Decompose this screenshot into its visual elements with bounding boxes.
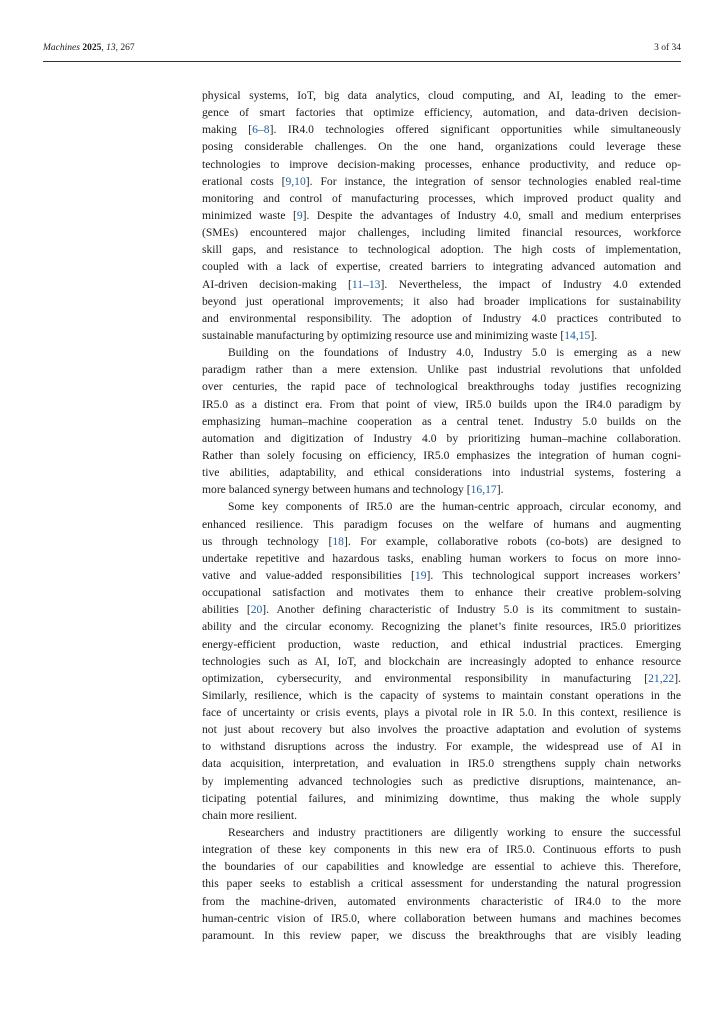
text-line: vative and value-added responsibilities [19]. This technological support increases workers’ (202, 568, 682, 582)
text-line: by implementing advanced technologies such as predictive disruptions, maintenance, an- (202, 774, 681, 788)
text-line: occupational satisfaction and motivates them to enhance their creative problem-solving (202, 586, 681, 600)
text-line: paramount. In this review paper, we discuss the breakthroughs that are visibly leading (202, 928, 681, 942)
text-line: beyond just operational improvements; it also had broader implications for sustainability (202, 294, 681, 308)
running-header (43, 39, 681, 55)
text-line: optimization, cybersecurity, and environmental responsibility in manufacturing [21,22]. (202, 671, 681, 685)
citation-link[interactable]: 18 (332, 534, 344, 548)
text-line: erational costs [9,10]. For instance, the integration of sensor technologies enabled real-time (202, 174, 681, 188)
citation-link[interactable]: 21,22 (648, 671, 675, 685)
text-line: IR5.0 as a distinct era. From that point of view, IR5.0 builds upon the IR4.0 paradigm by (202, 397, 681, 411)
citation-link[interactable]: 9,10 (285, 174, 306, 188)
text-line: not just about recovery but also involves the proactive adaptation and evolution of systems (202, 723, 681, 737)
text-line: from the machine-driven, automated environments characteristic of IR4.0 to the more (202, 894, 681, 908)
text-line: ability and the circular economy. Recognizing the planet’s finite resources, IR5.0 prioritizes (202, 620, 681, 634)
text-line: Similarly, resilience, which is the capacity of systems to maintain constant operations in the (202, 688, 681, 702)
text-line: human-centric vision of IR5.0, where collaboration between humans and machines becomes (202, 911, 681, 925)
text-line: us through technology [18]. For example, collaborative robots (co-bots) are designed to (202, 534, 681, 548)
text-line: undertake repetitive and hazardous tasks, enabling human workers to focus on more inno- (202, 551, 681, 565)
journal-name: Machines (43, 43, 80, 53)
text-line: posing considerable challenges. On the one hand, organizations could leverage these (202, 140, 681, 154)
journal-year: 2025 (82, 43, 102, 53)
article-number: 267 (120, 43, 135, 53)
text-line: coupled with a lack of expertise, created barriers to integrating advanced automation and (202, 260, 681, 274)
journal-citation: Machines 2025, 13, 267 (43, 43, 135, 53)
text-line: Some key components of IR5.0 are the human-centric approach, circular economy, and (228, 500, 681, 514)
text-line: data acquisition, interpretation, and evaluation in IR5.0 strengthens supply chain networks (202, 757, 681, 771)
text-line: this paper seeks to establish a critical assessment for understanding the natural progression (202, 877, 681, 891)
citation-link[interactable]: 20 (250, 603, 263, 617)
citation-link[interactable]: 9 (296, 208, 303, 222)
text-line: emphasizing human–machine cooperation as a central tenet. Industry 5.0 builds on the (202, 414, 681, 428)
citation-link[interactable]: 19 (414, 568, 427, 582)
text-line: integration of these key components in this new era of IR5.0. Continuous efforts to push (202, 843, 681, 857)
text-line: AI-driven decision-making [11–13]. Nevertheless, the impact of Industry 4.0 extended (202, 277, 681, 291)
text-line: minimized waste [9]. Despite the advantages of Industry 4.0, small and medium enterprises (202, 208, 681, 222)
text-line: and environmental responsibility. The adoption of Industry 4.0 practices contributed to (202, 311, 681, 325)
text-line: (SMEs) encountered major challenges, including limited financial resources, workforce (202, 226, 681, 240)
citation-link[interactable]: 14,15 (564, 328, 591, 342)
citation-link[interactable]: 6–8 (252, 123, 270, 137)
journal-volume: 13 (106, 43, 116, 53)
text-line: over centuries, the rapid pace of technological breakthroughs today justifies recognizing (202, 380, 681, 394)
text-line: physical systems, IoT, big data analytics, cloud computing, and AI, leading to the emer- (202, 89, 681, 102)
text-line: to withstand disruptions across the industry. For example, the widespread use of AI in (202, 740, 681, 754)
body-text (202, 87, 681, 944)
text-line: chain more resilient. (202, 808, 297, 822)
page-number: 3 of 34 (654, 43, 681, 53)
text-line: paradigm rather than a mere extension. Unlike past industrial revolutions that unfolded (202, 363, 681, 377)
text-line: abilities [20]. Another defining characteristic of Industry 5.0 is its commitment to sustain- (202, 603, 682, 617)
text-line: technologies such as AI, IoT, and blockchain are increasingly adopted to enhance resource (202, 654, 681, 668)
text-line: automation and digitization of Industry 4.0 by prioritizing human–machine collaboration. (202, 431, 681, 445)
text-line: skill gaps, and resistance to technological adoption. The high costs of implementation, (202, 243, 681, 257)
text-line: Rather than solely focusing on efficiency, IR5.0 emphasizes the integration of human cogni- (202, 448, 681, 462)
header-rule (43, 61, 681, 62)
text-line: energy-efficient production, waste reduction, and ethical industrial practices. Emerging (202, 637, 681, 651)
text-line: the boundaries of our capabilities and knowledge are essential to achieve this. Therefore, (202, 860, 681, 874)
text-line: technologies to improve decision-making processes, enhance productivity, and reduce op- (202, 157, 681, 171)
text-line: face of uncertainty or crisis events, plays a pivotal role in IR 5.0. In this context, resilience is (202, 706, 681, 720)
text-line: more balanced synergy between humans and technology [16,17]. (202, 483, 504, 497)
text-line: enhanced resilience. This paradigm focuses on the welfare of humans and augmenting (202, 517, 681, 531)
text-line: sustainable manufacturing by optimizing resource use and minimizing waste [14,15]. (202, 328, 598, 342)
text-line: Researchers and industry practitioners are diligently working to ensure the successful (228, 826, 681, 840)
text-line: gence of smart factories that optimize efficiency, automation, and data-driven decision- (202, 106, 681, 120)
text-line: ticipating potential failures, and minimizing downtime, thus making the whole supply (202, 791, 681, 805)
citation-link[interactable]: 16,17 (470, 483, 497, 497)
text-line: tive abilities, adaptability, and ethical considerations into industrial systems, fostering a (202, 466, 681, 480)
text-line: making [6–8]. IR4.0 technologies offered significant opportunities while simultaneously (202, 123, 681, 137)
citation-link[interactable]: 11–13 (351, 277, 381, 291)
text-line: Building on the foundations of Industry 4.0, Industry 5.0 is emerging as a new (228, 346, 681, 360)
text-line: monitoring and control of manufacturing processes, which improved product quality and (202, 191, 681, 205)
